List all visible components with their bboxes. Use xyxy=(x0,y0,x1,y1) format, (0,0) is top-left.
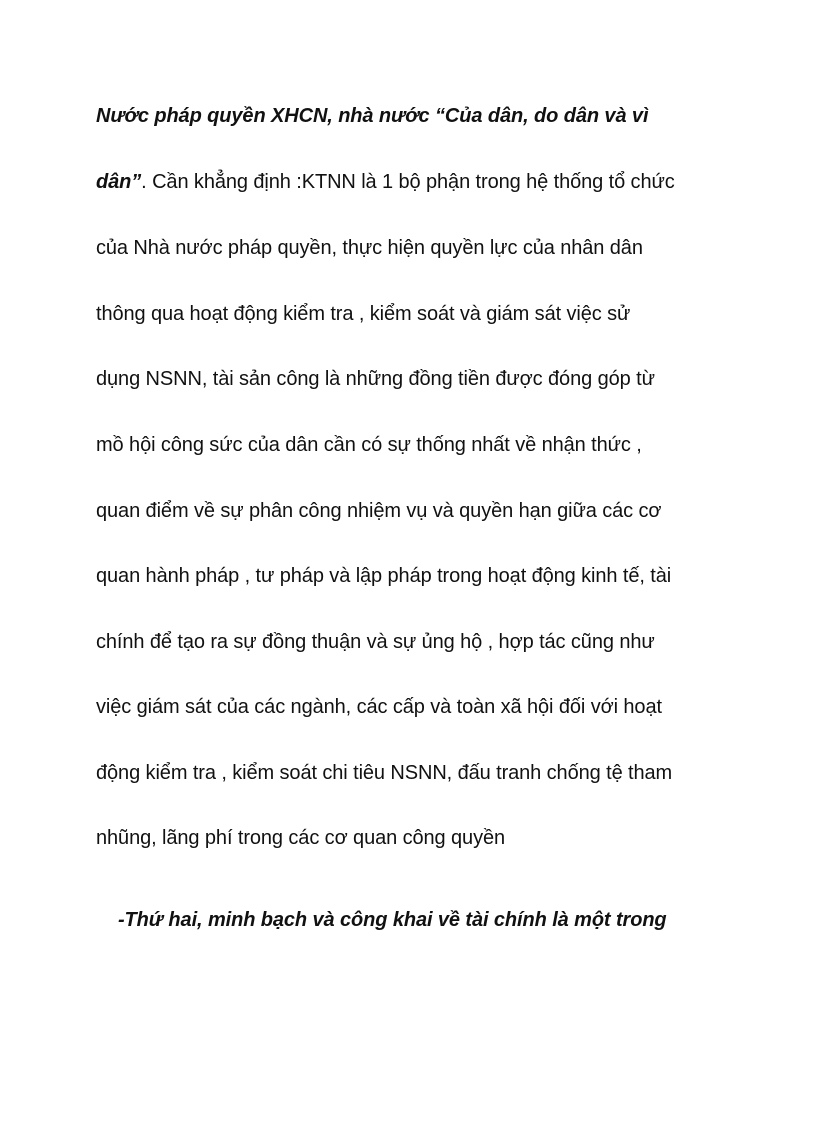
text-line-6 xyxy=(96,433,642,457)
regular-run: động kiểm tra , kiểm soát chi tiêu NSNN, đấu tranh chống tệ tham xyxy=(96,762,673,784)
text-line-2 xyxy=(96,170,675,194)
regular-run: quan điểm về sự phân công nhiệm vụ và quyền hạn giữa các cơ xyxy=(96,500,662,522)
bold-italic-run: Nước pháp quyền XHCN, nhà nước “Của dân, do dân và vì xyxy=(96,105,649,127)
text-line-3 xyxy=(96,236,643,260)
text-line-10 xyxy=(96,695,662,719)
regular-run: việc giám sát của các ngành, các cấp và toàn xã hội đối với hoạt xyxy=(96,696,662,718)
regular-run: chính để tạo ra sự đồng thuận và sự ủng hộ , hợp tác cũng như xyxy=(96,631,655,653)
text-line-13 xyxy=(118,908,667,932)
regular-run: thông qua hoạt động kiểm tra , kiểm soát và giám sát việc sử xyxy=(96,303,631,325)
text-line-1 xyxy=(96,104,648,128)
bold-italic-run: -Thứ hai, minh bạch và công khai về tài chính là một trong xyxy=(118,909,667,931)
text-line-8 xyxy=(96,564,671,588)
regular-run: . Cần khẳng định :KTNN là 1 bộ phận trong hệ thống tổ chức xyxy=(141,171,675,193)
regular-run: mồ hội công sức của dân cần có sự thống nhất về nhận thức , xyxy=(96,434,642,456)
text-line-7 xyxy=(96,499,661,523)
regular-run: của Nhà nước pháp quyền, thực hiện quyền lực của nhân dân xyxy=(96,237,643,259)
regular-run: dụng NSNN, tài sản công là những đồng tiền được đóng góp từ xyxy=(96,368,655,390)
bold-italic-run: dân” xyxy=(96,171,142,193)
text-line-12 xyxy=(96,826,505,850)
text-line-9 xyxy=(96,630,655,654)
text-line-4 xyxy=(96,302,630,326)
regular-run: quan hành pháp , tư pháp và lập pháp trong hoạt động kinh tế, tài xyxy=(96,565,672,587)
text-line-11 xyxy=(96,761,672,785)
regular-run: nhũng, lãng phí trong các cơ quan công quyền xyxy=(96,827,506,849)
text-line-5 xyxy=(96,367,655,391)
